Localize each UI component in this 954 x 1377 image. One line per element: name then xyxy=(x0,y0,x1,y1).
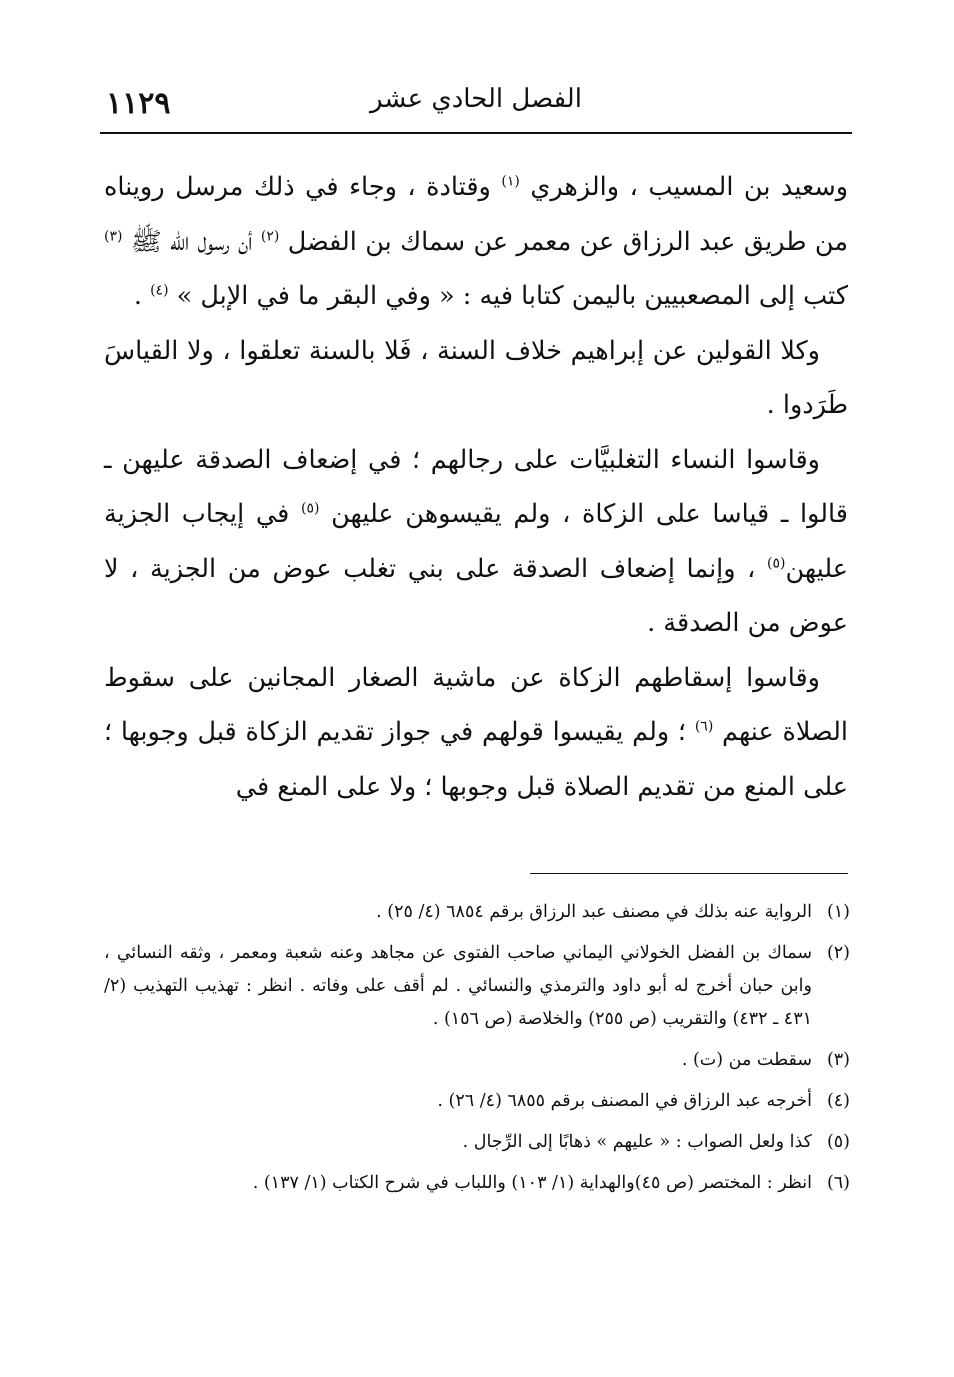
footnote-number: (٢) xyxy=(826,943,850,963)
paragraph xyxy=(104,433,848,651)
paragraph xyxy=(104,324,848,433)
footnote-number: (٣) xyxy=(826,1050,850,1070)
footnote-separator xyxy=(530,873,848,874)
footnote-marker: (٥) xyxy=(300,500,320,517)
footnote-marker: (٣) xyxy=(104,228,123,244)
page-number: ١١٢٩ xyxy=(106,86,171,121)
footnote-text: سقطت من (ت) . xyxy=(681,1050,812,1070)
text-segment: كتب إلى المصعبيين باليمن كتابا فيه : « وفي البقر ما في الإبل » xyxy=(168,281,848,311)
main-text xyxy=(104,160,848,814)
text-segment: ، وإنما إضعاف الصدقة على بني تغلب عوض من الجزية ، لا عوض من الصدقة . xyxy=(104,553,848,638)
footnote-text: كذا ولعل الصواب : « عليهم » ذهابًا إلى الرِّجال . xyxy=(462,1132,812,1152)
footnote-number: (٥) xyxy=(826,1132,850,1152)
text-segment: وقتادة ، وجاء في ذلك مرسل رويناه من طريق عبد الرزاق عن معمر عن سماك بن الفضل xyxy=(104,172,849,257)
footnote-item xyxy=(104,1044,850,1077)
paragraph xyxy=(104,651,848,815)
page-header xyxy=(100,78,852,128)
footnote-marker: (١) xyxy=(501,173,520,190)
text-segment: وقاسوا النساء التغلبيَّات على رجالهم ؛ في إضعاف الصدقة عليهن ـ قالوا ـ قياسا على الزكاة ، ولم يقيسوهن عليهن xyxy=(104,444,848,529)
footnote-text: انظر : المختصر (ص ٤٥)والهداية (١/ ١٠٣) واللباب في شرح الكتاب (١/ ١٣٧) . xyxy=(252,1173,812,1193)
footnote-item xyxy=(104,937,850,1036)
chapter-title: الفصل الحادي عشر xyxy=(370,84,582,114)
text-segment: وكلا القولين عن إبراهيم خلاف السنة ، فَلا بالسنة تعلقوا ، ولا القياسَ طَرَدوا . xyxy=(104,335,848,420)
footnote-number: (١) xyxy=(826,902,850,922)
text-segment: وسعيد بن المسيب ، والزهري xyxy=(519,172,849,202)
footnote-item xyxy=(104,1126,850,1159)
footnote-number: (٤) xyxy=(826,1091,850,1111)
paragraph xyxy=(104,160,848,324)
footnote-item xyxy=(104,1167,850,1200)
text-segment: في إيجاب الجزية عليهن xyxy=(104,499,848,584)
footnote-number: (٦) xyxy=(826,1173,850,1193)
header-rule xyxy=(100,132,852,134)
footnote-marker: (٢) xyxy=(260,228,280,244)
text-segment: وقاسوا إسقاطهم الزكاة عن ماشية الصغار المجانين على سقوط الصلاة عنهم xyxy=(104,662,849,747)
footnote-marker: (٥) xyxy=(767,555,786,571)
text-segment: أن رسول الله ﷺ xyxy=(122,226,261,257)
footnote-item xyxy=(104,1085,850,1118)
footnote-marker: (٤) xyxy=(150,282,169,299)
footnote-item xyxy=(104,896,850,929)
footnote-marker: (٦) xyxy=(694,718,714,735)
footnotes xyxy=(104,896,850,1208)
text-segment: . xyxy=(133,281,151,311)
footnote-text: سماك بن الفضل الخولاني اليماني صاحب الفتوى عن مجاهد وعنه شعبة ومعمر ، وثقه النسائي ، وابن حبان أخرج له أبو داود والترمذي والنسائي . لم أقف على وفاته . انظر : تهذيب التهذيب (٢/ ٤٣١ ـ ٤٣٢) والتقريب (ص ٢٥٥) والخلاصة (ص ١٥٦) . xyxy=(104,943,812,1029)
footnote-text: أخرجه عبد الرزاق في المصنف برقم ٦٨٥٥ (٤/ ٢٦) . xyxy=(437,1091,812,1111)
text-segment: ؛ ولم يقيسوا قولهم في جواز تقديم الزكاة قبل وجوبها ؛ على المنع من تقديم الصلاة قبل وجوبها ؛ ولا على المنع في xyxy=(104,717,848,802)
footnote-text: الرواية عنه بذلك في مصنف عبد الرزاق برقم ٦٨٥٤ (٤/ ٢٥) . xyxy=(376,902,812,922)
